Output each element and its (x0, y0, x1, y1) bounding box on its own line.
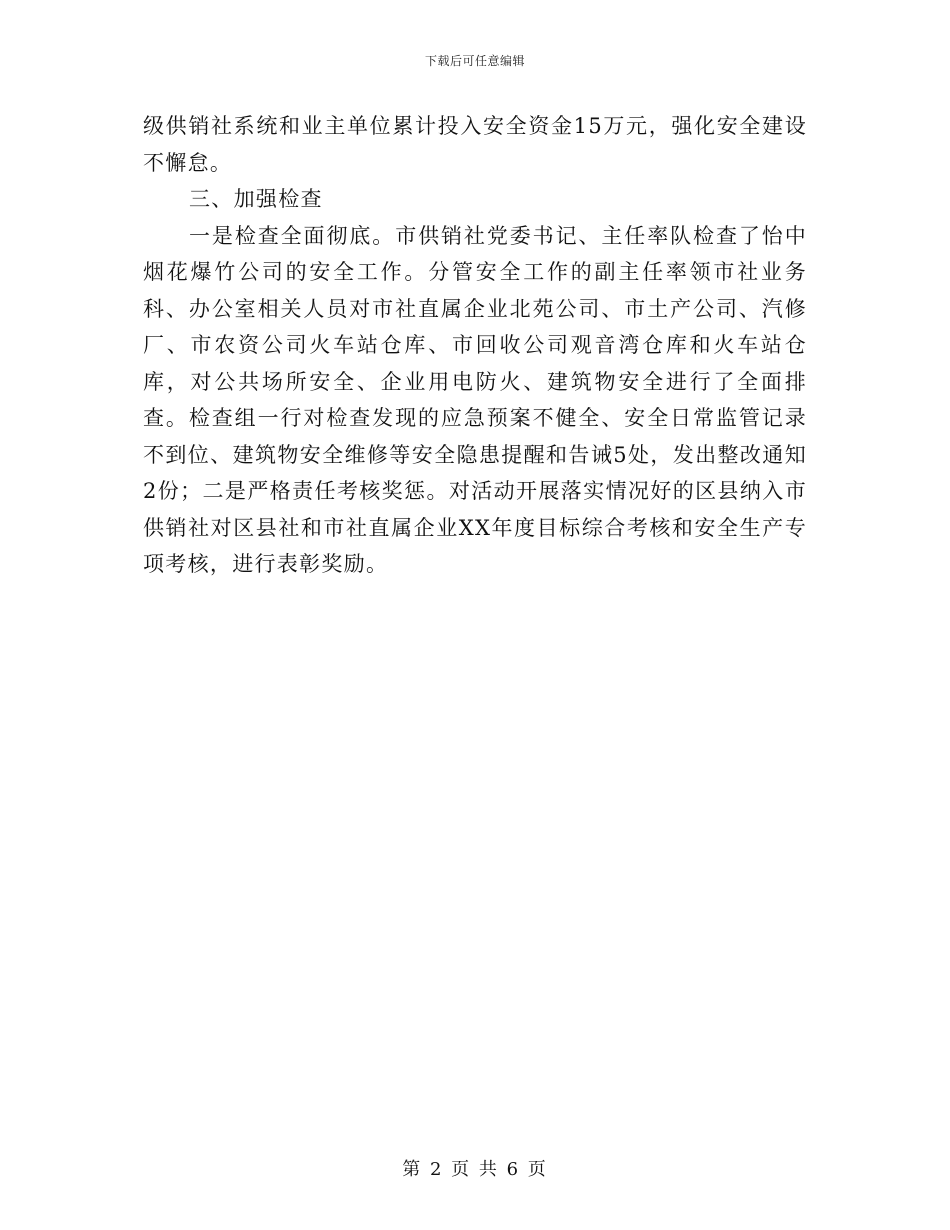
document-body (143, 108, 807, 583)
paragraph-inspection: 一是检查全面彻底。市供销社党委书记、主任率队检查了怡中烟花爆竹公司的安全工作。分管安全工作的副主任率领市社业务科、办公室相关人员对市社直属企业北苑公司、市土产公司、汽修厂、市农资公司火车站仓库、市回收公司观音湾仓库和火车站仓库，对公共场所安全、企业用电防火、建筑物安全进行了全面排查。检查组一行对检查发现的应急预案不健全、安全日常监管记录不到位、建筑物安全维修等安全隐患提醒和告诫5处，发出整改通知2份；二是严格责任考核奖惩。对活动开展落实情况好的区县纳入市供销社对区县社和市社直属企业XX年度目标综合考核和安全生产专项考核，进行表彰奖励。 (143, 223, 807, 576)
header-note: 下载后可任意编辑 (424, 54, 525, 68)
page-number: 第 2 页 共 6 页 (402, 1159, 548, 1180)
section-heading: 三、加强检查 (189, 187, 323, 211)
paragraph-continuation: 级供销社系统和业主单位累计投入安全资金15万元，强化安全建设不懈怠。 (143, 114, 807, 175)
